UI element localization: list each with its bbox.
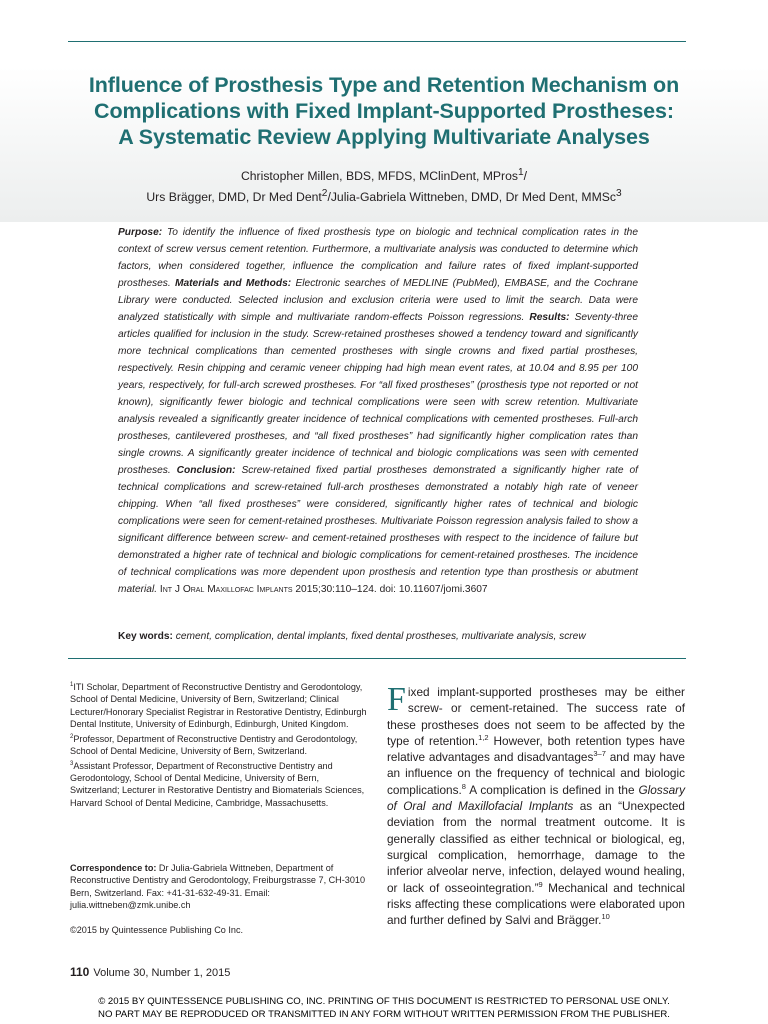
page-footer [70, 965, 230, 979]
section-rule [68, 658, 686, 659]
results-text: Seventy-three articles qualified for inclusion in the study. Screw-retained prostheses showed a tendency toward and significantly more technical complications than cemented prostheses with single crowns and fixed partial prostheses, respectively. Resin chipping and ceramic veneer chipping had high mean event rates, at 10.04 and 8.95 per 100 years, respectively, for full-arch screwed prostheses. For “all fixed prostheses” (prosthesis type not reported or not known), significantly fewer biologic and technical complications were seen with screw retention. Multivariate analysis revealed a significantly greater incidence of technical complications with cemented prostheses. Full-arch prostheses, cantilevered prostheses, and “all fixed prostheses” had significantly higher complication rates than single crowns. A significantly greater incidence of technical and biologic complications was seen with cemented prostheses. [118, 312, 638, 476]
keywords-label: Key words: [118, 631, 173, 642]
article-title [60, 72, 708, 150]
reference-marker: 3–7 [593, 749, 606, 759]
title-line: A Systematic Review Applying Multivariate Analyses [118, 125, 650, 149]
reference-marker: 9 [538, 879, 543, 889]
notice-line: © 2015 BY QUINTESSENCE PUBLISHING CO, INC. PRINTING OF THIS DOCUMENT IS RESTRICTED TO PERSONAL USE ONLY. [98, 996, 670, 1007]
title-line: Influence of Prosthesis Type and Retention Mechanism on [88, 73, 680, 97]
drop-cap: F [387, 681, 406, 718]
keywords [118, 630, 678, 644]
abstract [118, 224, 638, 598]
reference-marker: 10 [601, 912, 610, 922]
body-text: Fixed implant-supported prostheses may be either screw- or cement-retained. The success rate of these prostheses does not seem to be affected by the type of retention.$^{1,2}$ However, both retention types have relative advantages and disadvantages$^{3-7}$ and may have an influence on the frequency of technical and biologic complications.$^8$ A complication is defined in the Glossary of Oral and Maxillofacial Implants as an “Unexpected deviation from the normal treatment outcome. It is generally classified as either technical or biological, eg, surgical complication, hemorrhage, damage to the inferior alveolar nerve, infection, delayed wound healing, or lack of osseointegration.”$^9$ Mechanical and technical risks affecting these complications were elaborated upon and further defined by Salvi and Brägger.$^{10}$ [387, 681, 685, 928]
conclusion-text: Screw-retained fixed partial prostheses demonstrated a significantly higher rate of technical complications and screw-retained full-arch prostheses demonstrated a notably high rate of veneer chipping. When “all fixed prostheses” were considered, significantly higher rates of technical and biologic complications were seen for cement-retained prostheses. Multivariate Poisson regression analysis failed to show a significant difference between screw- and cement-retained prostheses with respect to the incidence of failure but demonstrated a higher rate of technical and biologic complications for cement-retained prostheses. The incidence of technical complications was more dependent upon prosthesis and retention type than prosthesis or abutment material. [118, 465, 638, 595]
reference-marker: 1,2 [478, 732, 489, 742]
affiliations [70, 679, 370, 809]
author-line: Christopher Millen, BDS, MFDS, MClinDent, MPros$^1$/ [240, 167, 528, 184]
keywords-text: cement, complication, dental implants, fixed dental prostheses, multivariate analysis, screw [172, 631, 586, 642]
results-label: Results: [529, 312, 570, 323]
correspondence-label: Correspondence to: [70, 863, 157, 873]
methods-text: Electronic searches of MEDLINE (PubMed), EMBASE, and the Cochrane Library were conducted. Selected inclusion and exclusion criteria were used to limit the search. Data were analyzed statistically with simple and multivariate random-effects Poisson regressions. [118, 278, 639, 323]
author-list [60, 164, 708, 206]
affiliation-item: $^3$Assistant Professor, Department of Reconstructive Dentistry and Gerodontology, School of Dental Medicine, University of Bern, Switzerland; Lecturer in Restorative Dentistry and Biomaterials Sciences, Harvard School of Dental Medicine, Cambridge, Massachusetts. [70, 760, 365, 808]
notice-line: NO PART MAY BE REPRODUCED OR TRANSMITTED IN ANY FORM WITHOUT WRITTEN PERMISSION FROM THE PUBLISHER. [98, 1009, 670, 1020]
journal-name: Int J Oral Maxillofac Implants [159, 584, 293, 595]
issue-info: Volume 30, Number 1, 2015 [93, 967, 231, 979]
copyright-notice [0, 995, 768, 1021]
purpose-label: Purpose: [118, 227, 163, 238]
conclusion-label: Conclusion: [176, 465, 236, 476]
glossary-title: Glossary of Oral and Maxillofacial Implants [387, 782, 685, 814]
reference-marker: 8 [461, 781, 466, 791]
top-rule [68, 41, 686, 42]
purpose-text: To identify the influence of fixed prosthesis type on biologic and technical complication rates in the context of screw versus cement retention. Furthermore, a multivariate analysis was conducted to determine which factors, when considered together, influence the complication and failure rates of fixed implant-supported prostheses. [118, 227, 638, 289]
citation: 2015;30:110–124. doi: 10.11607/jomi.3607 [292, 584, 488, 595]
methods-label: Materials and Methods: [174, 278, 292, 289]
copyright-line: ©2015 by Quintessence Publishing Co Inc. [70, 925, 244, 935]
affiliation-item: $^1$ITI Scholar, Department of Reconstructive Dentistry and Gerodontology, School of Dental Medicine, University of Bern, Switzerland; Clinical Lecturer/Honorary Specialist Registrar in Restorative Dentistry, Edinburgh Dental Institute, University of Edinburgh, Edinburgh, United Kingdom. [70, 682, 367, 730]
correspondence-text: Dr Julia-Gabriela Wittneben, Department of Reconstructive Dentistry and Gerodontology, Freiburgstrasse 7, CH-3010 Bern, Switzerland. Fax: +41-31-632-49-31. Email: julia.wittneben@zmk.unibe.ch [70, 863, 366, 911]
correspondence [70, 862, 375, 912]
author-line: Urs Brägger, DMD, Dr Med Dent$^2$/Julia-Gabriela Wittneben, DMD, Dr Med Dent, MMSc$^3$ [146, 188, 622, 205]
title-line: Complications with Fixed Implant-Supported Prostheses: [94, 99, 674, 123]
page-number: 110 [70, 965, 90, 979]
affiliation-item: $^2$Professor, Department of Reconstructive Dentistry and Gerodontology, School of Dental Medicine, University of Bern, Switzerland. [70, 733, 358, 757]
